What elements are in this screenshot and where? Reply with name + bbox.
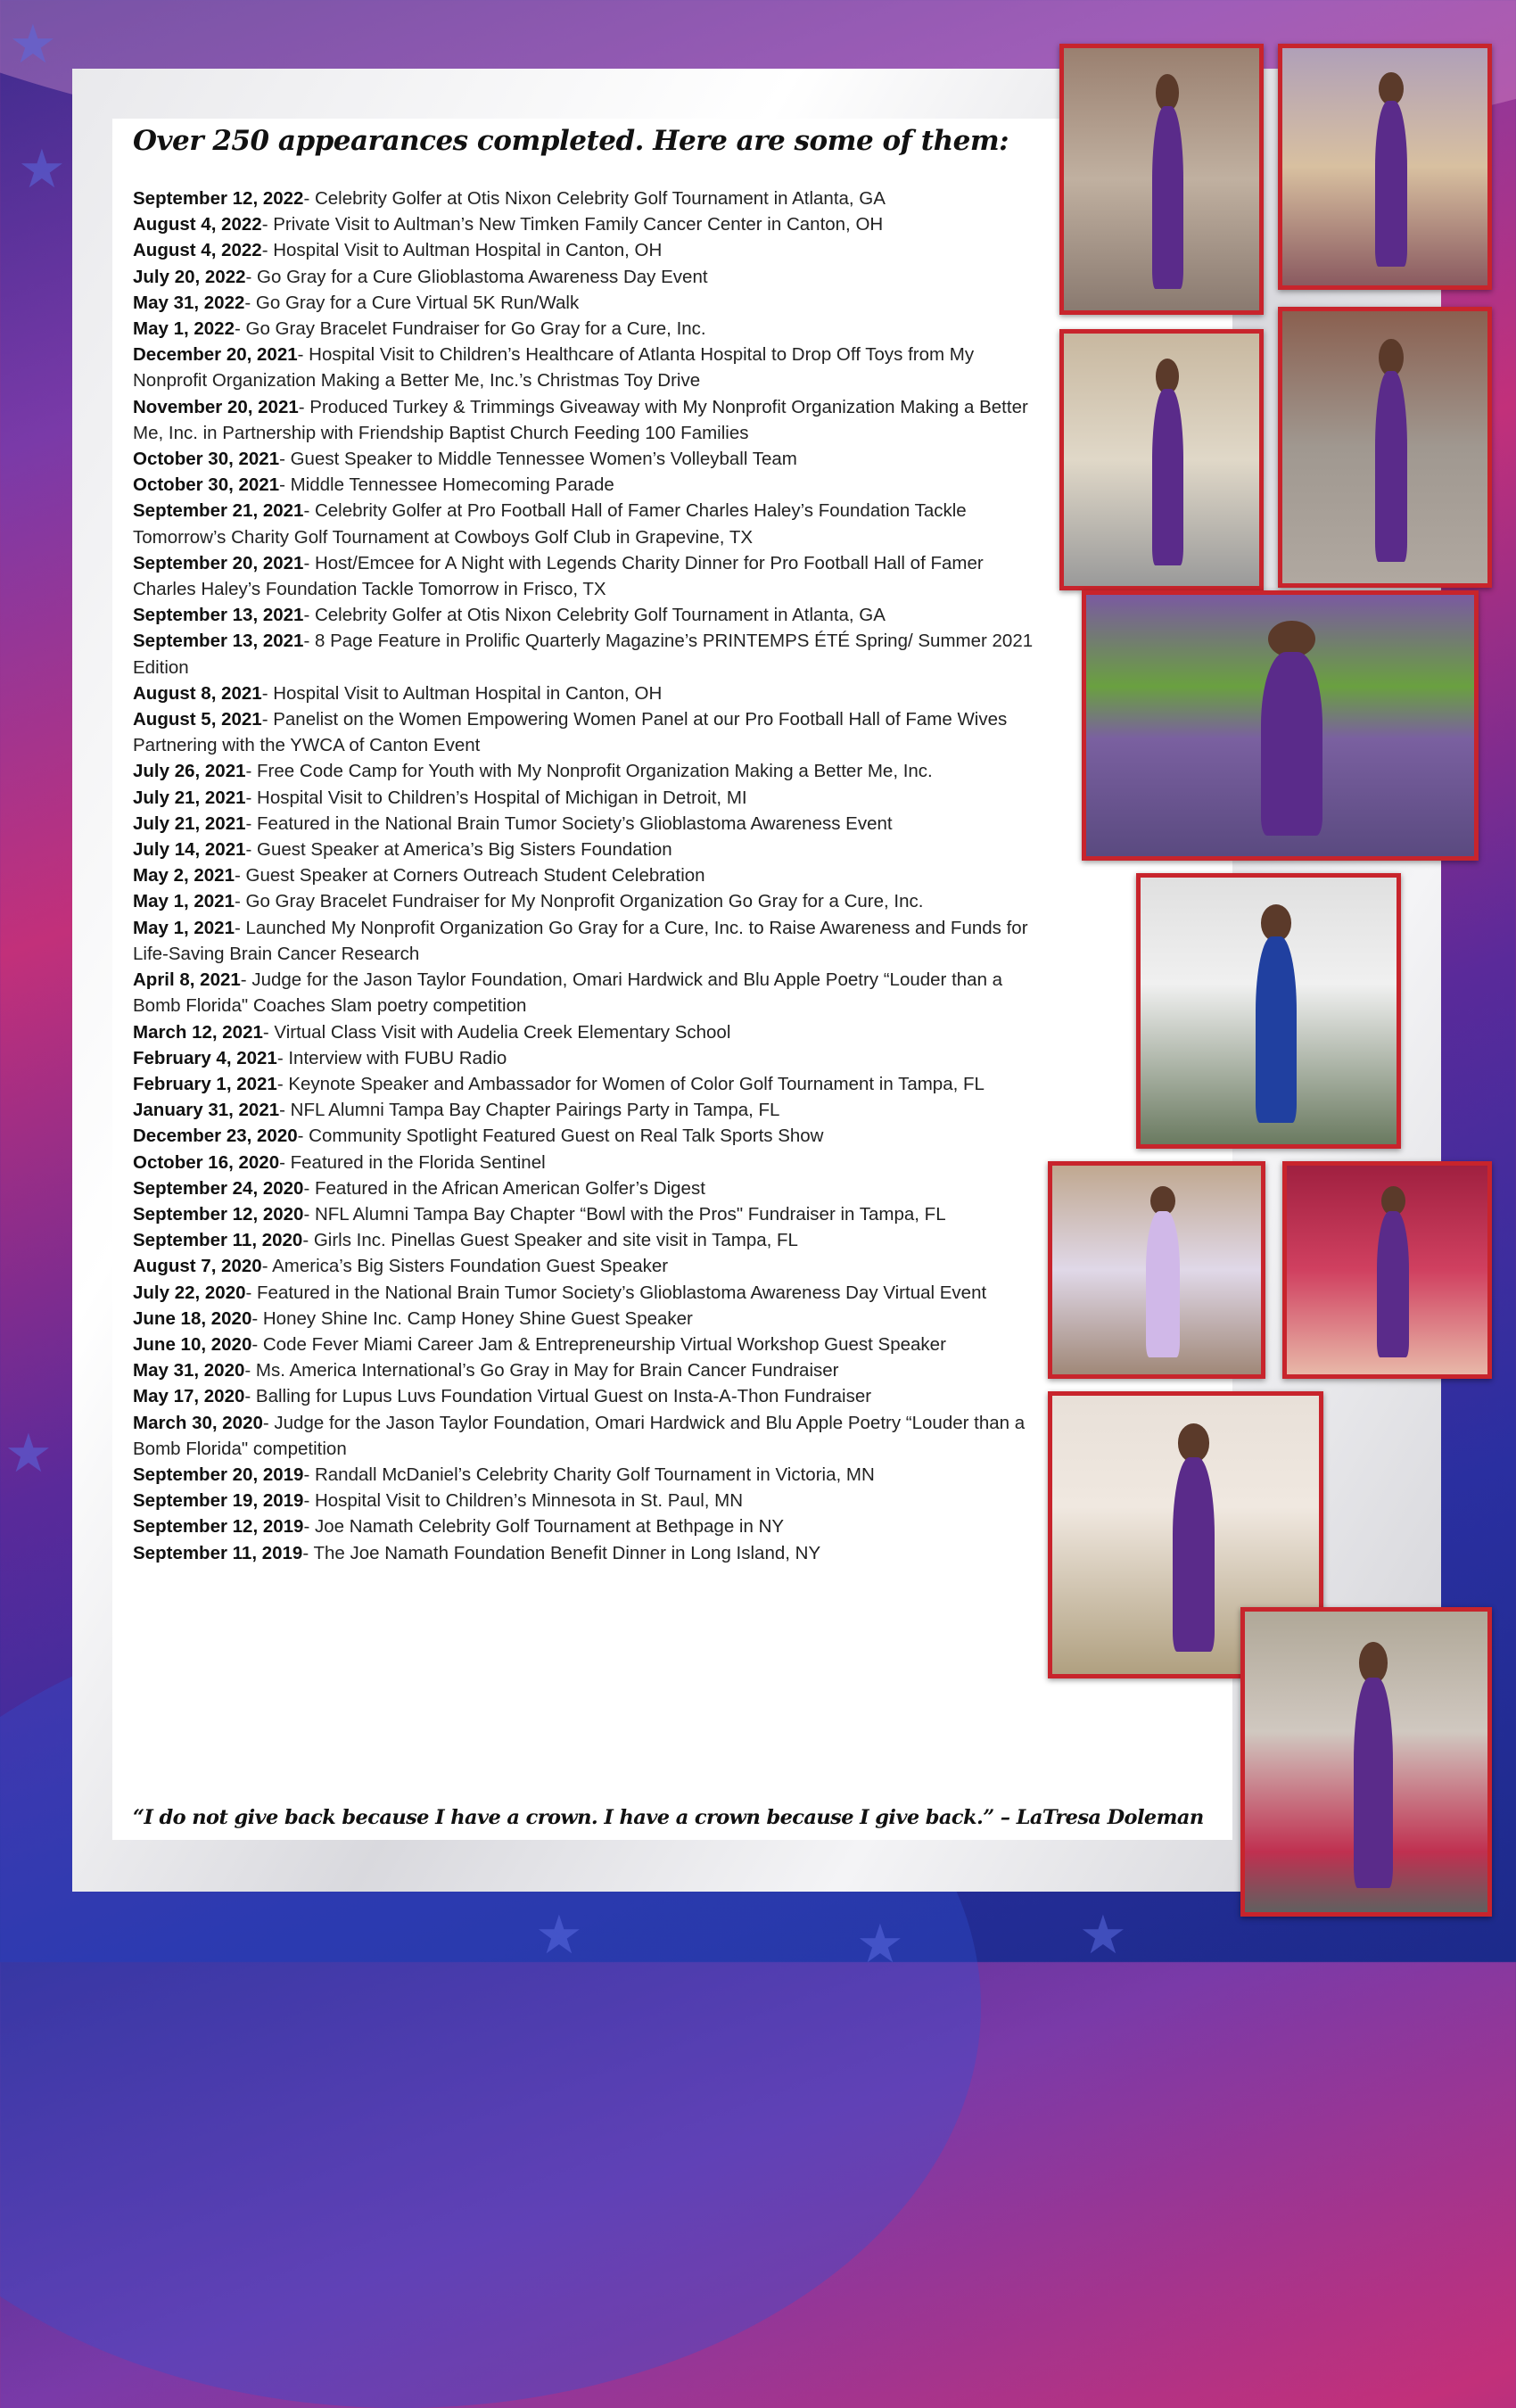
appearance-date: May 31, 2022 <box>133 292 245 313</box>
appearance-description: - Judge for the Jason Taylor Foundation, Omari Hardwick and Blu Apple Poetry “Louder than a Bomb Florida" Coaches Slam poetry competition <box>133 969 1003 1017</box>
appearance-date: September 19, 2019 <box>133 1490 304 1512</box>
appearance-entry <box>133 316 1042 342</box>
appearance-description: - Produced Turkey & Trimmings Giveaway with My Nonprofit Organization Making a Better Me, Inc. in Partnership with Friendship Baptist Church Feeding 100 Families <box>133 396 1028 443</box>
appearance-entry <box>133 811 1042 837</box>
quote: “I do not give back because I have a crown. I have a crown because I give back.” – LaTresa Doleman <box>133 1806 1204 1829</box>
appearance-description: - Featured in the African American Golfer’s Digest <box>303 1177 705 1199</box>
appearance-entry <box>133 1357 1042 1383</box>
appearance-date: September 24, 2020 <box>133 1177 304 1199</box>
appearance-entry <box>133 602 1042 628</box>
appearance-date: March 30, 2020 <box>133 1412 263 1433</box>
appearance-entry <box>133 1488 1042 1513</box>
photo-patient-visit <box>1048 1161 1265 1379</box>
appearance-description: - Community Spotlight Featured Guest on Real Talk Sports Show <box>297 1126 824 1147</box>
appearance-date: September 21, 2021 <box>133 500 304 522</box>
appearance-description: - Ms. America International’s Go Gray in May for Brain Cancer Fundraiser <box>244 1360 839 1381</box>
appearance-description: - NFL Alumni Tampa Bay Chapter Pairings Party in Tampa, FL <box>279 1100 780 1121</box>
appearance-entry <box>133 1201 1042 1227</box>
appearance-entry <box>133 1227 1042 1253</box>
star-icon: ★ <box>4 1423 53 1483</box>
appearance-date: November 20, 2021 <box>133 396 299 417</box>
appearance-date: July 14, 2021 <box>133 839 246 861</box>
appearance-entry <box>133 1462 1042 1488</box>
appearance-entry <box>133 394 1042 446</box>
appearance-entry <box>133 1513 1042 1539</box>
appearance-date: August 4, 2022 <box>133 214 262 235</box>
photo-with-child <box>1059 329 1264 590</box>
appearance-description: - Interview with FUBU Radio <box>276 1047 507 1068</box>
appearance-description: - NFL Alumni Tampa Bay Chapter “Bowl with the Pros" Fundraiser in Tampa, FL <box>303 1203 946 1225</box>
appearance-date: July 22, 2020 <box>133 1282 246 1303</box>
appearance-date: January 31, 2021 <box>133 1100 280 1121</box>
appearance-date: September 11, 2020 <box>133 1230 303 1251</box>
appearance-entry <box>133 888 1042 914</box>
appearance-date: August 5, 2021 <box>133 709 262 730</box>
appearance-entry <box>133 186 1042 211</box>
appearance-description: - Hospital Visit to Aultman Hospital in Canton, OH <box>261 682 663 704</box>
appearance-description: - Hospital Visit to Aultman Hospital in Canton, OH <box>261 240 663 261</box>
appearance-entry <box>133 550 1042 602</box>
star-icon: ★ <box>1079 1905 1127 1965</box>
appearance-entry <box>133 1253 1042 1279</box>
appearance-description: - Joe Namath Celebrity Golf Tournament at Bethpage in NY <box>303 1516 785 1538</box>
photo-embrace <box>1282 1161 1492 1379</box>
appearance-entry <box>133 1019 1042 1045</box>
appearance-entry <box>133 290 1042 316</box>
appearance-date: May 1, 2021 <box>133 917 235 938</box>
appearance-date: February 4, 2021 <box>133 1047 277 1068</box>
appearance-description: - Celebrity Golfer at Otis Nixon Celebrity Golf Tournament in Atlanta, GA <box>303 188 886 209</box>
appearance-description: - Guest Speaker to Middle Tennessee Women’s Volleyball Team <box>279 449 797 470</box>
appearance-description: - Code Fever Miami Career Jam & Entrepreneurship Virtual Workshop Guest Speaker <box>251 1333 946 1355</box>
appearance-entry <box>133 1071 1042 1097</box>
appearance-description: - Balling for Lupus Luvs Foundation Virtual Guest on Insta-A-Thon Fundraiser <box>244 1386 872 1407</box>
appearance-entry <box>133 237 1042 263</box>
appearance-date: September 20, 2021 <box>133 552 304 573</box>
appearance-description: - Virtual Class Visit with Audelia Creek Elementary School <box>262 1021 731 1043</box>
appearance-entry <box>133 758 1042 784</box>
appearance-description: - Girls Inc. Pinellas Guest Speaker and site visit in Tampa, FL <box>302 1230 798 1251</box>
appearance-entry <box>133 706 1042 758</box>
appearance-date: September 13, 2021 <box>133 631 304 652</box>
appearance-entry <box>133 1175 1042 1201</box>
appearance-entry <box>133 1306 1042 1332</box>
appearance-entry <box>133 211 1042 237</box>
appearance-description: - The Joe Namath Foundation Benefit Dinner in Long Island, NY <box>302 1542 821 1563</box>
appearance-date: September 20, 2019 <box>133 1464 304 1485</box>
appearance-date: September 13, 2021 <box>133 605 304 626</box>
appearance-date: October 30, 2021 <box>133 474 280 496</box>
appearance-description: - Panelist on the Women Empowering Women Panel at our Pro Football Hall of Fame Wives Partnering with the YWCA of Canton Event <box>133 709 1008 756</box>
photo-giveaway <box>1278 307 1492 588</box>
appearance-description: - Private Visit to Aultman’s New Timken Family Cancer Center in Canton, OH <box>261 214 884 235</box>
photo-stadium <box>1082 590 1479 861</box>
photo-golf-cart <box>1136 873 1401 1149</box>
appearance-entry <box>133 1410 1042 1462</box>
star-icon: ★ <box>856 1914 904 1974</box>
appearance-entry <box>133 446 1042 472</box>
appearance-description: - Honey Shine Inc. Camp Honey Shine Guest Speaker <box>251 1307 693 1329</box>
photo-hospital-room <box>1278 44 1492 290</box>
appearance-date: June 10, 2020 <box>133 1333 252 1355</box>
appearance-description: - Featured in the Florida Sentinel <box>279 1151 546 1173</box>
appearance-date: July 20, 2022 <box>133 266 246 287</box>
appearance-description: - Hospital Visit to Children’s Hospital of Michigan in Detroit, MI <box>245 787 747 808</box>
appearance-entry <box>133 680 1042 706</box>
appearance-date: March 12, 2021 <box>133 1021 263 1043</box>
photo-library-visit <box>1059 44 1264 315</box>
appearance-date: February 1, 2021 <box>133 1073 277 1094</box>
page-title: Over 250 appearances completed. Here are some of them: <box>133 125 1009 157</box>
appearance-date: July 21, 2021 <box>133 812 246 834</box>
appearance-entry <box>133 264 1042 290</box>
appearance-date: May 2, 2021 <box>133 865 235 887</box>
appearance-date: December 20, 2021 <box>133 344 298 366</box>
appearance-description: - Go Gray Bracelet Fundraiser for Go Gray for a Cure, Inc. <box>234 318 706 340</box>
appearance-date: July 26, 2021 <box>133 761 246 782</box>
appearance-date: July 21, 2021 <box>133 787 246 808</box>
appearance-date: August 4, 2022 <box>133 240 262 261</box>
appearance-entry <box>133 862 1042 888</box>
star-icon: ★ <box>535 1905 583 1965</box>
appearance-entry <box>133 472 1042 498</box>
photo-toy-drive <box>1240 1607 1492 1917</box>
appearance-description: - Judge for the Jason Taylor Foundation, Omari Hardwick and Blu Apple Poetry “Louder than a Bomb Florida" competition <box>133 1412 1026 1459</box>
appearance-description: - Middle Tennessee Homecoming Parade <box>279 474 614 496</box>
appearance-description: - Guest Speaker at America’s Big Sisters Foundation <box>245 839 672 861</box>
appearance-description: - Free Code Camp for Youth with My Nonprofit Organization Making a Better Me, Inc. <box>245 761 933 782</box>
appearance-description: - America’s Big Sisters Foundation Guest Speaker <box>261 1256 669 1277</box>
appearance-entry <box>133 837 1042 862</box>
appearance-description: - Go Gray for a Cure Virtual 5K Run/Walk <box>244 292 580 313</box>
appearance-entry <box>133 1540 1042 1566</box>
appearance-entry <box>133 1383 1042 1409</box>
appearance-description: - Go Gray Bracelet Fundraiser for My Nonprofit Organization Go Gray for a Cure, Inc. <box>234 891 924 912</box>
appearance-description: - Featured in the National Brain Tumor Society’s Glioblastoma Awareness Event <box>245 812 893 834</box>
appearance-description: - Guest Speaker at Corners Outreach Student Celebration <box>234 865 705 887</box>
appearance-description: - Keynote Speaker and Ambassador for Women of Color Golf Tournament in Tampa, FL <box>276 1073 985 1094</box>
appearance-entry <box>133 342 1042 393</box>
appearance-description: - Celebrity Golfer at Otis Nixon Celebrity Golf Tournament in Atlanta, GA <box>303 605 886 626</box>
appearance-date: September 11, 2019 <box>133 1542 303 1563</box>
star-icon: ★ <box>18 139 66 199</box>
appearance-entry <box>133 1045 1042 1071</box>
star-icon: ★ <box>9 14 57 74</box>
appearance-date: October 30, 2021 <box>133 449 280 470</box>
appearance-date: September 12, 2022 <box>133 188 304 209</box>
appearance-date: May 1, 2022 <box>133 318 235 340</box>
appearance-entry <box>133 785 1042 811</box>
appearance-date: May 17, 2020 <box>133 1386 245 1407</box>
appearance-date: May 31, 2020 <box>133 1360 245 1381</box>
appearance-entry <box>133 1332 1042 1357</box>
appearance-description: - Featured in the National Brain Tumor Society’s Glioblastoma Awareness Day Virtual Event <box>245 1282 987 1303</box>
appearance-description: - Hospital Visit to Children’s Minnesota in St. Paul, MN <box>303 1490 744 1512</box>
appearance-date: August 7, 2020 <box>133 1256 262 1277</box>
appearance-entry <box>133 1150 1042 1175</box>
appearance-description: - Hospital Visit to Children’s Healthcare of Atlanta Hospital to Drop Off Toys from My Nonprofit Organization Making a Better Me, Inc.’s Christmas Toy Drive <box>133 344 975 392</box>
appearance-entry <box>133 1097 1042 1123</box>
appearance-date: December 23, 2020 <box>133 1126 298 1147</box>
appearance-date: May 1, 2021 <box>133 891 235 912</box>
appearance-date: April 8, 2021 <box>133 969 241 991</box>
appearance-description: - 8 Page Feature in Prolific Quarterly Magazine’s PRINTEMPS ÉTÉ Spring/ Summer 2021 Edition <box>133 631 1034 678</box>
appearance-date: September 12, 2019 <box>133 1516 304 1538</box>
appearance-list <box>133 186 1042 1566</box>
appearance-description: - Launched My Nonprofit Organization Go Gray for a Cure, Inc. to Raise Awareness and Funds for Life-Saving Brain Cancer Research <box>133 917 1028 964</box>
appearance-description: - Host/Emcee for A Night with Legends Charity Dinner for Pro Football Hall of Famer Charles Haley’s Foundation Tackle Tomorrow in Frisco, TX <box>133 552 984 600</box>
appearance-date: October 16, 2020 <box>133 1151 280 1173</box>
appearance-date: August 8, 2021 <box>133 682 262 704</box>
appearance-date: June 18, 2020 <box>133 1307 252 1329</box>
appearance-description: - Celebrity Golfer at Pro Football Hall of Famer Charles Haley’s Foundation Tackle Tomorrow’s Charity Golf Tournament at Cowboys Golf Club in Grapevine, TX <box>133 500 967 548</box>
appearance-description: - Go Gray for a Cure Glioblastoma Awareness Day Event <box>245 266 708 287</box>
appearance-entry <box>133 498 1042 549</box>
appearance-entry <box>133 628 1042 680</box>
appearance-entry <box>133 967 1042 1018</box>
appearance-entry <box>133 915 1042 967</box>
appearance-entry <box>133 1280 1042 1306</box>
appearance-entry <box>133 1123 1042 1149</box>
appearance-description: - Randall McDaniel’s Celebrity Charity Golf Tournament in Victoria, MN <box>303 1464 875 1485</box>
appearance-date: September 12, 2020 <box>133 1203 304 1225</box>
